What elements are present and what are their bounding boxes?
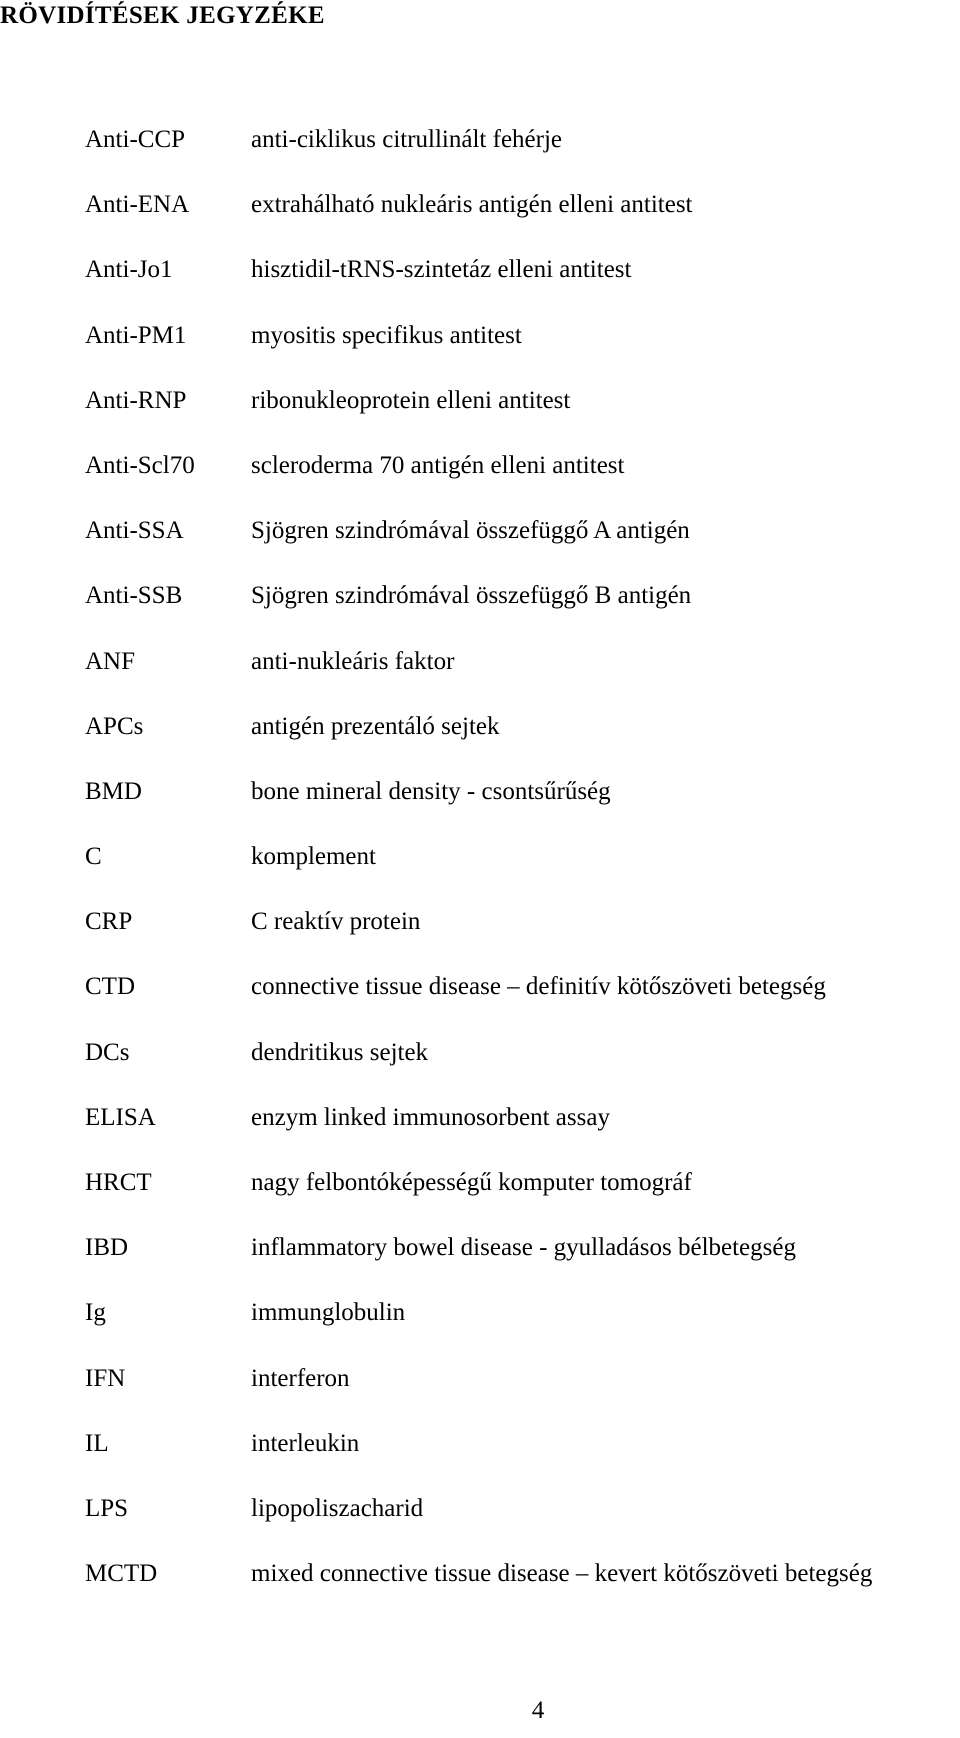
abbreviation-term: ANF [85, 647, 136, 675]
abbreviation-definition: myositis specifikus antitest [251, 321, 522, 349]
abbreviation-row [0, 1168, 960, 1233]
abbreviation-row [0, 1494, 960, 1559]
abbreviation-definition: antigén prezentáló sejtek [251, 712, 500, 740]
abbreviation-row [0, 907, 960, 972]
abbreviation-term: Anti-ENA [85, 191, 190, 219]
abbreviation-row [0, 1233, 960, 1298]
abbreviation-term: Anti-SSB [85, 582, 183, 610]
abbreviation-definition: bone mineral density - csontsűrűség [251, 777, 611, 805]
abbreviation-term: BMD [85, 777, 142, 805]
abbreviation-term: IFN [85, 1364, 126, 1392]
abbreviation-term: Anti-Jo1 [85, 256, 173, 284]
abbreviation-term: C [85, 843, 102, 871]
abbreviation-definition: C reaktív protein [251, 908, 421, 936]
abbreviation-row [0, 712, 960, 777]
abbreviation-row [0, 1038, 960, 1103]
abbreviation-row [0, 451, 960, 516]
abbreviation-definition: scleroderma 70 antigén elleni antitest [251, 451, 625, 479]
abbreviation-definition: enzym linked immunosorbent assay [251, 1103, 610, 1131]
abbreviation-row [0, 777, 960, 842]
abbreviation-list [0, 125, 960, 1624]
abbreviation-row [0, 516, 960, 581]
abbreviation-row [0, 972, 960, 1037]
abbreviation-row [0, 1364, 960, 1429]
abbreviation-definition: immunglobulin [251, 1299, 406, 1327]
abbreviation-term: HRCT [85, 1169, 152, 1196]
abbreviation-definition: anti-ciklikus citrullinált fehérje [251, 126, 562, 153]
abbreviation-term: LPS [85, 1494, 129, 1522]
abbreviation-definition: interferon [251, 1364, 350, 1392]
abbreviation-term: Anti-CCP [85, 126, 186, 153]
abbreviation-definition: ribonukleoprotein elleni antitest [251, 386, 571, 414]
abbreviation-row [0, 1103, 960, 1168]
abbreviation-term: ELISA [85, 1103, 156, 1131]
abbreviation-row [0, 190, 960, 255]
abbreviation-definition: inflammatory bowel disease - gyulladásos bélbetegség [251, 1234, 796, 1262]
abbreviation-row [0, 1559, 960, 1624]
abbreviation-term: DCs [85, 1038, 130, 1066]
abbreviation-row [0, 1298, 960, 1363]
abbreviation-definition: interleukin [251, 1429, 360, 1457]
abbreviation-row [0, 321, 960, 386]
abbreviation-definition: extrahálható nukleáris antigén elleni antitest [251, 191, 693, 219]
abbreviation-term: Anti-PM1 [85, 321, 187, 349]
abbreviation-term: APCs [85, 712, 144, 740]
abbreviation-term: IL [85, 1429, 109, 1457]
abbreviation-definition: Sjögren szindrómával összefüggő B antigén [251, 582, 692, 610]
page-title: RÖVIDÍTÉSEK JEGYZÉKE [0, 2, 325, 29]
page-number: 4 [531, 1697, 545, 1724]
abbreviation-row [0, 255, 960, 320]
abbreviation-definition: hisztidil-tRNS-szintetáz elleni antitest [251, 256, 632, 284]
abbreviation-term: MCTD [85, 1560, 158, 1588]
abbreviation-row [0, 125, 960, 190]
abbreviation-term: Anti-SSA [85, 517, 184, 545]
abbreviation-definition: anti-nukleáris faktor [251, 647, 455, 675]
abbreviation-definition: lipopoliszacharid [251, 1494, 424, 1522]
abbreviation-row [0, 581, 960, 646]
abbreviation-term: IBD [85, 1234, 129, 1262]
abbreviation-definition: connective tissue disease – definitív kötőszöveti betegség [251, 973, 826, 1001]
abbreviation-definition: dendritikus sejtek [251, 1038, 429, 1066]
abbreviation-row [0, 647, 960, 712]
abbreviation-row [0, 842, 960, 907]
abbreviation-row [0, 386, 960, 451]
abbreviation-term: CTD [85, 973, 135, 1001]
abbreviation-definition: mixed connective tissue disease – kevert kötőszöveti betegség [251, 1560, 873, 1588]
abbreviation-row [0, 1429, 960, 1494]
abbreviation-term: CRP [85, 908, 133, 936]
abbreviation-definition: komplement [251, 843, 376, 871]
abbreviation-definition: Sjögren szindrómával összefüggő A antigén [251, 517, 690, 545]
abbreviation-term: Anti-Scl70 [85, 451, 195, 479]
abbreviation-term: Anti-RNP [85, 386, 187, 414]
abbreviation-definition: nagy felbontóképességű komputer tomográf [251, 1169, 692, 1196]
abbreviation-term: Ig [85, 1299, 106, 1327]
